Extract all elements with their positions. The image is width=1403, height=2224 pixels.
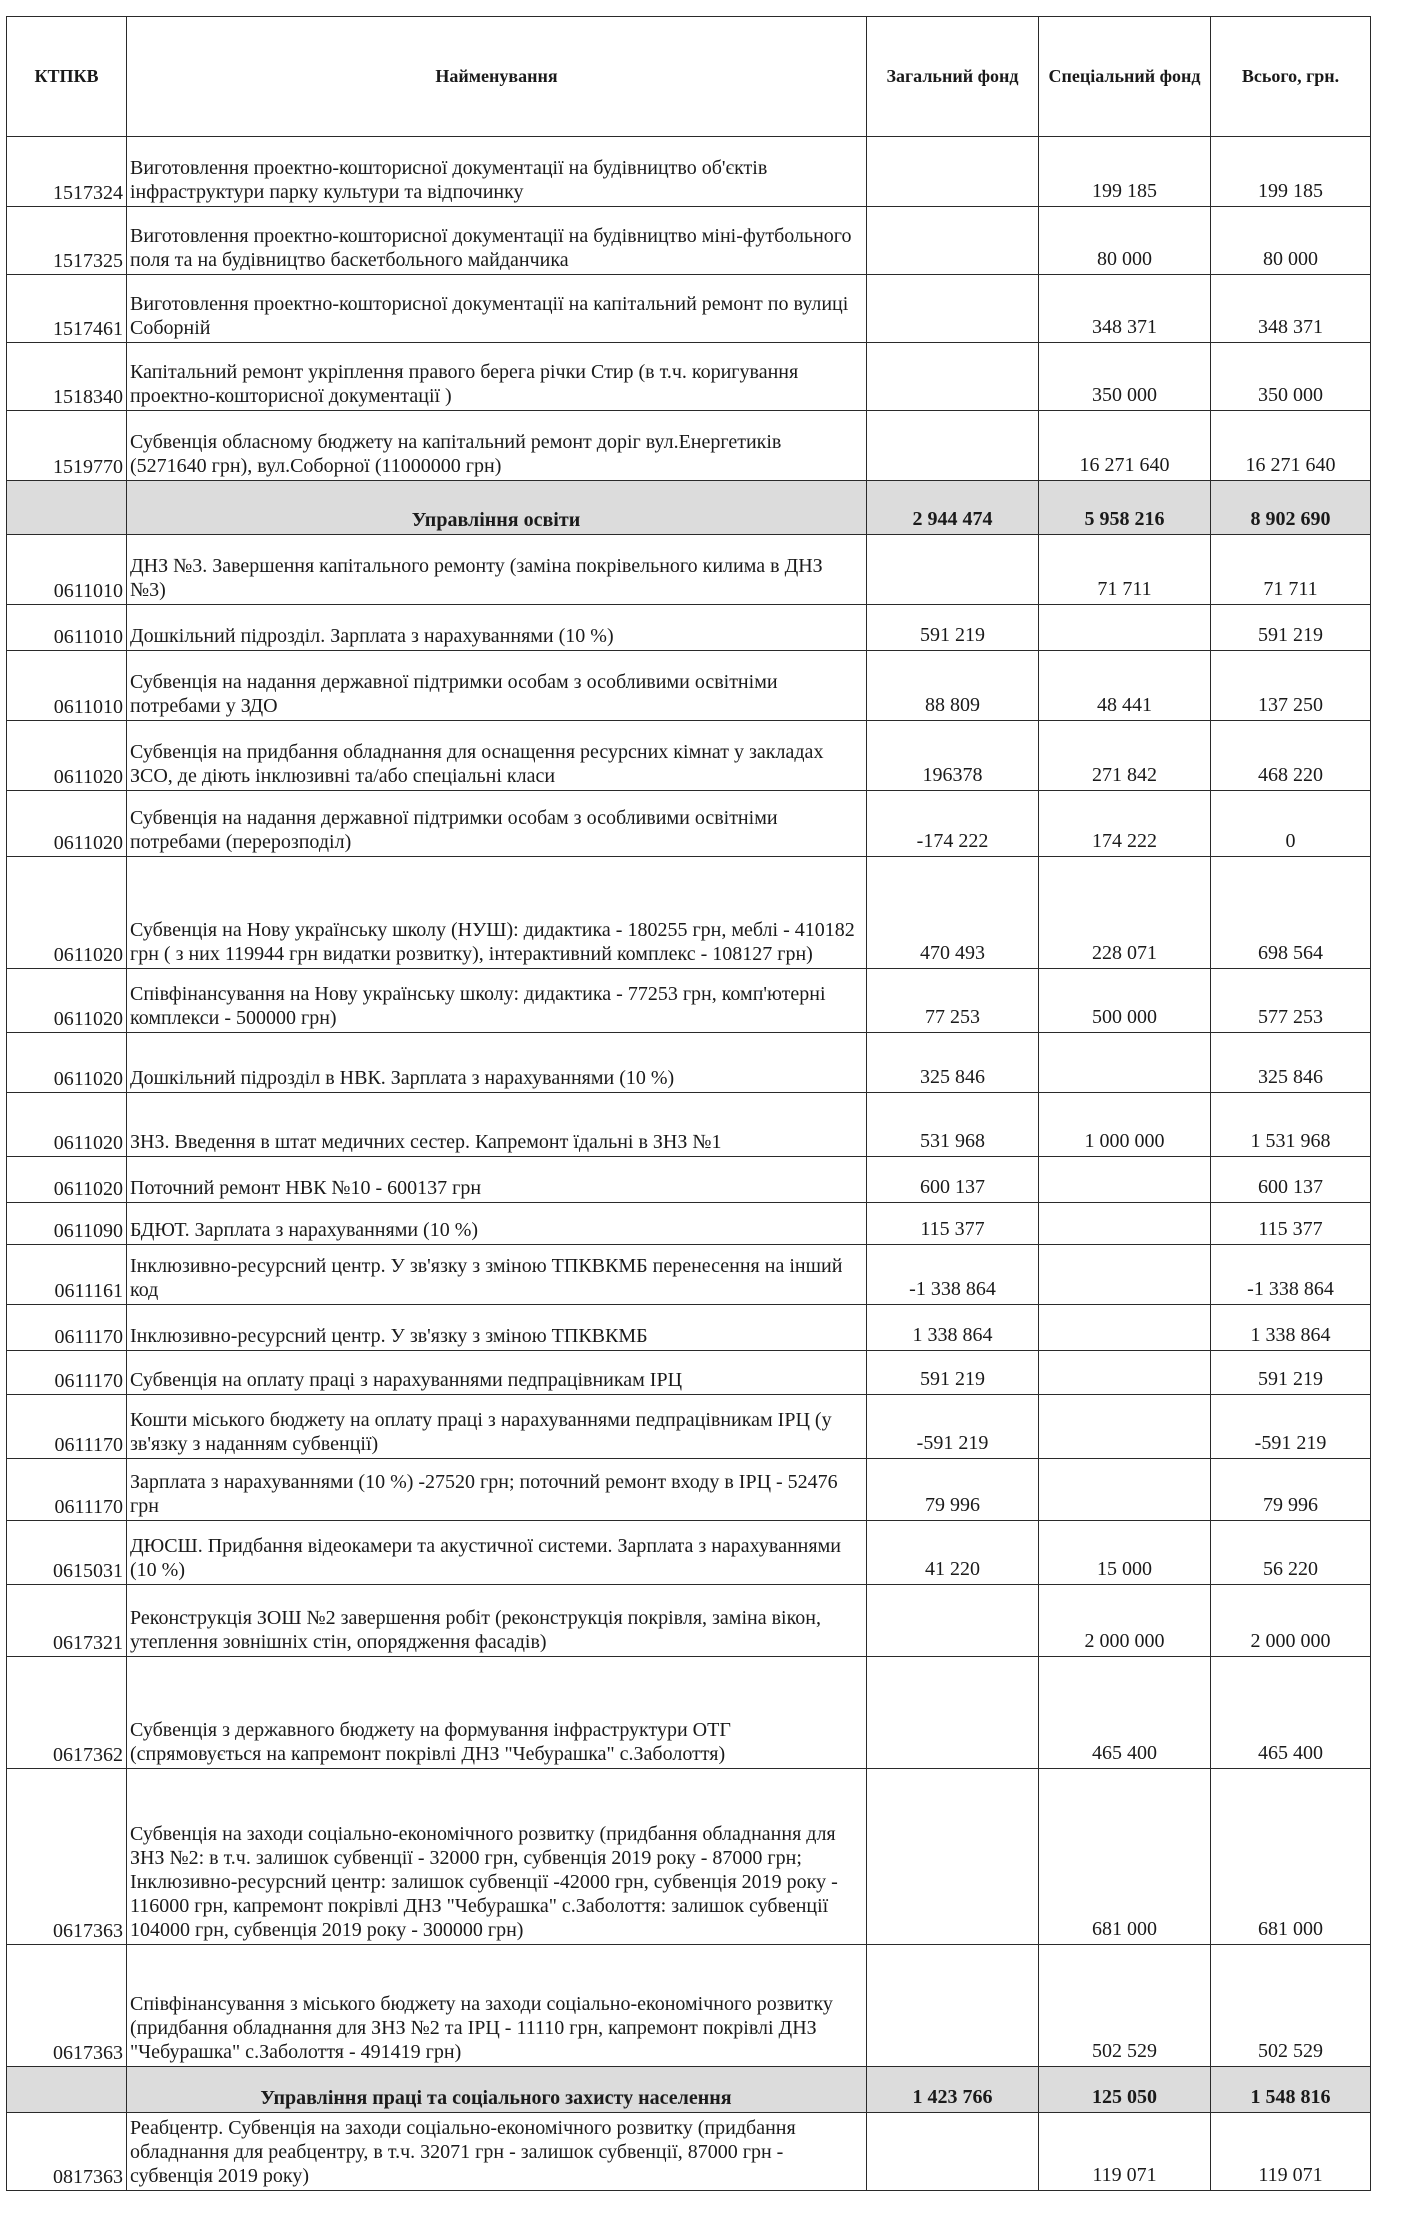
table-row xyxy=(7,1585,1371,1657)
cell-code: 0817363 xyxy=(7,2113,127,2191)
cell-total: 465 400 xyxy=(1211,1657,1371,1769)
table-row xyxy=(7,1395,1371,1459)
cell-total: 2 000 000 xyxy=(1211,1585,1371,1657)
table-row xyxy=(7,275,1371,343)
cell-total: 56 220 xyxy=(1211,1521,1371,1585)
cell-special-fund: 271 842 xyxy=(1039,721,1211,791)
table-row xyxy=(7,1769,1371,1945)
cell-name: ЗНЗ. Введення в штат медичних сестер. Капремонт їдальні в ЗНЗ №1 xyxy=(127,1093,867,1157)
cell-code xyxy=(7,481,127,535)
cell-code: 0611020 xyxy=(7,791,127,857)
table-row xyxy=(7,207,1371,275)
table-row xyxy=(7,137,1371,207)
cell-general-fund xyxy=(867,411,1039,481)
cell-total: 199 185 xyxy=(1211,137,1371,207)
cell-code: 0617363 xyxy=(7,1945,127,2067)
cell-code: 0611020 xyxy=(7,721,127,791)
cell-code: 0611170 xyxy=(7,1351,127,1395)
cell-name: ДНЗ №3. Завершення капітального ремонту (заміна покрівельного килима в ДНЗ №3) xyxy=(127,535,867,605)
cell-total: -1 338 864 xyxy=(1211,1245,1371,1305)
cell-code: 0611170 xyxy=(7,1395,127,1459)
cell-total: 1 531 968 xyxy=(1211,1093,1371,1157)
cell-general-fund: 41 220 xyxy=(867,1521,1039,1585)
cell-general-fund xyxy=(867,2113,1039,2191)
cell-total: 468 220 xyxy=(1211,721,1371,791)
cell-special-fund: 350 000 xyxy=(1039,343,1211,411)
cell-general-fund: 325 846 xyxy=(867,1033,1039,1093)
cell-general-fund: 600 137 xyxy=(867,1157,1039,1203)
cell-code: 0611170 xyxy=(7,1459,127,1521)
cell-name: Дошкільний підрозділ в НВК. Зарплата з нарахуваннями (10 %) xyxy=(127,1033,867,1093)
cell-name: Співфінансування з міського бюджету на заходи соціально-економічного розвитку (придбання обладнання для ЗНЗ №2 та ІРЦ - 11110 грн, капремонт покрівлі ДНЗ "Чебурашка" с.Заболоття - 491419 грн) xyxy=(127,1945,867,2067)
cell-total: 1 338 864 xyxy=(1211,1305,1371,1351)
cell-name: Виготовлення проектно-кошторисної документації на будівництво об'єктів інфраструктури парку культури та відпочинку xyxy=(127,137,867,207)
cell-name: Субвенція на придбання обладнання для оснащення ресурсних кімнат у закладах ЗСО, де діють інклюзивні та/або спеціальні класи xyxy=(127,721,867,791)
cell-special-fund xyxy=(1039,1395,1211,1459)
cell-name: БДЮТ. Зарплата з нарахуваннями (10 %) xyxy=(127,1203,867,1245)
cell-special-fund: 681 000 xyxy=(1039,1769,1211,1945)
cell-name: Реконструкція ЗОШ №2 завершення робіт (реконструкція покрівля, заміна вікон, утеплення зовнішніх стін, опорядження фасадів) xyxy=(127,1585,867,1657)
cell-general-fund: 115 377 xyxy=(867,1203,1039,1245)
cell-code: 0615031 xyxy=(7,1521,127,1585)
cell-total: 115 377 xyxy=(1211,1203,1371,1245)
cell-name: Виготовлення проектно-кошторисної документації на капітальний ремонт по вулиці Соборній xyxy=(127,275,867,343)
cell-special-fund xyxy=(1039,1351,1211,1395)
table-row xyxy=(7,2113,1371,2191)
cell-special-fund: 48 441 xyxy=(1039,651,1211,721)
cell-total: 80 000 xyxy=(1211,207,1371,275)
cell-special-fund: 2 000 000 xyxy=(1039,1585,1211,1657)
cell-code: 0611010 xyxy=(7,605,127,651)
cell-code: 0611020 xyxy=(7,1157,127,1203)
cell-special-fund xyxy=(1039,1245,1211,1305)
cell-total: 119 071 xyxy=(1211,2113,1371,2191)
table-row xyxy=(7,857,1371,969)
cell-general-fund xyxy=(867,1657,1039,1769)
cell-code: 0611010 xyxy=(7,535,127,605)
cell-name: Субвенція на надання державної підтримки особам з особливими освітніми потребами у ЗДО xyxy=(127,651,867,721)
cell-total: 16 271 640 xyxy=(1211,411,1371,481)
cell-name: ДЮСШ. Придбання відеокамери та акустичної системи. Зарплата з нарахуваннями (10 %) xyxy=(127,1521,867,1585)
cell-general-fund: -591 219 xyxy=(867,1395,1039,1459)
cell-total: 350 000 xyxy=(1211,343,1371,411)
cell-general-fund xyxy=(867,137,1039,207)
cell-general-fund xyxy=(867,207,1039,275)
cell-total: -591 219 xyxy=(1211,1395,1371,1459)
table-row xyxy=(7,721,1371,791)
cell-code: 0611170 xyxy=(7,1305,127,1351)
cell-special-fund: 502 529 xyxy=(1039,1945,1211,2067)
cell-total: 591 219 xyxy=(1211,1351,1371,1395)
cell-general-fund: -174 222 xyxy=(867,791,1039,857)
cell-code: 1518340 xyxy=(7,343,127,411)
table-row xyxy=(7,1305,1371,1351)
cell-general-fund xyxy=(867,1945,1039,2067)
cell-code: 0611010 xyxy=(7,651,127,721)
header-total: Всього, грн. xyxy=(1211,17,1371,137)
table-row xyxy=(7,1033,1371,1093)
table-row xyxy=(7,1459,1371,1521)
cell-special-fund xyxy=(1039,1203,1211,1245)
table-row xyxy=(7,1093,1371,1157)
cell-special-fund xyxy=(1039,1157,1211,1203)
cell-name: Субвенція на Нову українську школу (НУШ): дидактика - 180255 грн, меблі - 410182 грн ( з них 119944 грн видатки розвитку), інтерактивний комплекс - 108127 грн) xyxy=(127,857,867,969)
cell-total: 325 846 xyxy=(1211,1033,1371,1093)
table-row xyxy=(7,1203,1371,1245)
cell-special-fund: 1 000 000 xyxy=(1039,1093,1211,1157)
cell-total: 137 250 xyxy=(1211,651,1371,721)
cell-code: 0617321 xyxy=(7,1585,127,1657)
cell-special-fund xyxy=(1039,605,1211,651)
cell-total: 348 371 xyxy=(1211,275,1371,343)
cell-total: 681 000 xyxy=(1211,1769,1371,1945)
table-row xyxy=(7,411,1371,481)
cell-special-fund: 465 400 xyxy=(1039,1657,1211,1769)
cell-general-fund: 531 968 xyxy=(867,1093,1039,1157)
cell-code: 0611020 xyxy=(7,1033,127,1093)
cell-name: Субвенція обласному бюджету на капітальний ремонт доріг вул.Енергетиків (5271640 грн), вул.Соборної (11000000 грн) xyxy=(127,411,867,481)
cell-special-fund: 15 000 xyxy=(1039,1521,1211,1585)
table-row xyxy=(7,605,1371,651)
cell-special-fund: 348 371 xyxy=(1039,275,1211,343)
cell-name: Виготовлення проектно-кошторисної документації на будівництво міні-футбольного поля та на будівництво баскетбольного майданчика xyxy=(127,207,867,275)
table-row xyxy=(7,1351,1371,1395)
cell-total: 8 902 690 xyxy=(1211,481,1371,535)
cell-name: Субвенція з державного бюджету на формування інфраструктури ОТГ (спрямовується на капремонт покрівлі ДНЗ "Чебурашка" с.Заболоття) xyxy=(127,1657,867,1769)
cell-name: Управління освіти xyxy=(127,481,867,535)
cell-total: 79 996 xyxy=(1211,1459,1371,1521)
table-row xyxy=(7,651,1371,721)
cell-code: 0611161 xyxy=(7,1245,127,1305)
cell-name: Субвенція на надання державної підтримки особам з особливими освітніми потребами (перерозподіл) xyxy=(127,791,867,857)
cell-name: Інклюзивно-ресурсний центр. У зв'язку з зміною ТПКВКМБ xyxy=(127,1305,867,1351)
cell-general-fund xyxy=(867,275,1039,343)
table-row xyxy=(7,1245,1371,1305)
table-row xyxy=(7,969,1371,1033)
cell-total: 698 564 xyxy=(1211,857,1371,969)
cell-name: Співфінансування на Нову українську школу: дидактика - 77253 грн, комп'ютерні комплекси - 500000 грн) xyxy=(127,969,867,1033)
table-row xyxy=(7,1157,1371,1203)
cell-general-fund: 591 219 xyxy=(867,605,1039,651)
table-row xyxy=(7,1945,1371,2067)
cell-name: Субвенція на заходи соціально-економічного розвитку (придбання обладнання для ЗНЗ №2: в т.ч. залишок субвенції - 32000 грн, субвенція 2019 року - 87000 грн; Інклюзивно-ресурсний центр: залишок субвенції -42000 грн, субвенція 2019 року - 116000 грн, капремонт покрівлі ДНЗ "Чебурашка" с.Заболоття: залишок субвенції 104000 грн, субвенція 2019 року - 300000 грн) xyxy=(127,1769,867,1945)
cell-name: Інклюзивно-ресурсний центр. У зв'язку з зміною ТПКВКМБ перенесення на інший код xyxy=(127,1245,867,1305)
cell-code: 0611020 xyxy=(7,969,127,1033)
cell-name: Капітальний ремонт укріплення правого берега річки Стир (в т.ч. коригування проектно-кошторисної документації ) xyxy=(127,343,867,411)
cell-total: 71 711 xyxy=(1211,535,1371,605)
cell-total: 0 xyxy=(1211,791,1371,857)
cell-name: Кошти міського бюджету на оплату праці з нарахуваннями педпрацівникам ІРЦ (у зв'язку з наданням субвенції) xyxy=(127,1395,867,1459)
table-row xyxy=(7,535,1371,605)
cell-general-fund: 2 944 474 xyxy=(867,481,1039,535)
section-row xyxy=(7,2067,1371,2113)
cell-code: 1517461 xyxy=(7,275,127,343)
cell-special-fund: 199 185 xyxy=(1039,137,1211,207)
cell-code: 0617362 xyxy=(7,1657,127,1769)
header-name: Найменування xyxy=(127,17,867,137)
cell-code: 1517325 xyxy=(7,207,127,275)
cell-total: 591 219 xyxy=(1211,605,1371,651)
header-special-fund: Спеціальний фонд xyxy=(1039,17,1211,137)
table-row xyxy=(7,1657,1371,1769)
cell-general-fund: 196378 xyxy=(867,721,1039,791)
cell-code: 1519770 xyxy=(7,411,127,481)
cell-general-fund: -1 338 864 xyxy=(867,1245,1039,1305)
cell-general-fund: 79 996 xyxy=(867,1459,1039,1521)
table-row xyxy=(7,1521,1371,1585)
cell-code xyxy=(7,2067,127,2113)
cell-code: 0617363 xyxy=(7,1769,127,1945)
budget-table xyxy=(6,16,1371,2191)
cell-special-fund: 500 000 xyxy=(1039,969,1211,1033)
cell-name: Поточний ремонт НВК №10 - 600137 грн xyxy=(127,1157,867,1203)
cell-general-fund: 1 338 864 xyxy=(867,1305,1039,1351)
cell-special-fund xyxy=(1039,1305,1211,1351)
cell-special-fund: 125 050 xyxy=(1039,2067,1211,2113)
cell-name: Управління праці та соціального захисту населення xyxy=(127,2067,867,2113)
cell-general-fund: 88 809 xyxy=(867,651,1039,721)
cell-total: 600 137 xyxy=(1211,1157,1371,1203)
header-general-fund: Загальний фонд xyxy=(867,17,1039,137)
cell-total: 1 548 816 xyxy=(1211,2067,1371,2113)
cell-general-fund: 470 493 xyxy=(867,857,1039,969)
cell-general-fund xyxy=(867,1769,1039,1945)
cell-total: 502 529 xyxy=(1211,1945,1371,2067)
cell-special-fund: 119 071 xyxy=(1039,2113,1211,2191)
cell-general-fund: 591 219 xyxy=(867,1351,1039,1395)
cell-special-fund xyxy=(1039,1459,1211,1521)
cell-name: Реабцентр. Субвенція на заходи соціально-економічного розвитку (придбання обладнання для реабцентру, в т.ч. 32071 грн - залишок субвенції, 87000 грн - субвенція 2019 року) xyxy=(127,2113,867,2191)
table-row xyxy=(7,791,1371,857)
cell-special-fund: 228 071 xyxy=(1039,857,1211,969)
cell-special-fund xyxy=(1039,1033,1211,1093)
cell-special-fund: 80 000 xyxy=(1039,207,1211,275)
cell-general-fund: 1 423 766 xyxy=(867,2067,1039,2113)
cell-name: Зарплата з нарахуваннями (10 %) -27520 грн; поточний ремонт входу в ІРЦ - 52476 грн xyxy=(127,1459,867,1521)
cell-total: 577 253 xyxy=(1211,969,1371,1033)
header-code: КТПКВ xyxy=(7,17,127,137)
cell-special-fund: 174 222 xyxy=(1039,791,1211,857)
section-row xyxy=(7,481,1371,535)
cell-code: 0611090 xyxy=(7,1203,127,1245)
cell-name: Субвенція на оплату праці з нарахуваннями педпрацівникам ІРЦ xyxy=(127,1351,867,1395)
cell-special-fund: 16 271 640 xyxy=(1039,411,1211,481)
cell-general-fund: 77 253 xyxy=(867,969,1039,1033)
cell-name: Дошкільний підрозділ. Зарплата з нарахуваннями (10 %) xyxy=(127,605,867,651)
cell-special-fund: 71 711 xyxy=(1039,535,1211,605)
table-row xyxy=(7,343,1371,411)
cell-general-fund xyxy=(867,1585,1039,1657)
cell-code: 0611020 xyxy=(7,1093,127,1157)
cell-special-fund: 5 958 216 xyxy=(1039,481,1211,535)
cell-general-fund xyxy=(867,535,1039,605)
cell-general-fund xyxy=(867,343,1039,411)
table-header-row xyxy=(7,17,1371,137)
cell-code: 1517324 xyxy=(7,137,127,207)
cell-code: 0611020 xyxy=(7,857,127,969)
